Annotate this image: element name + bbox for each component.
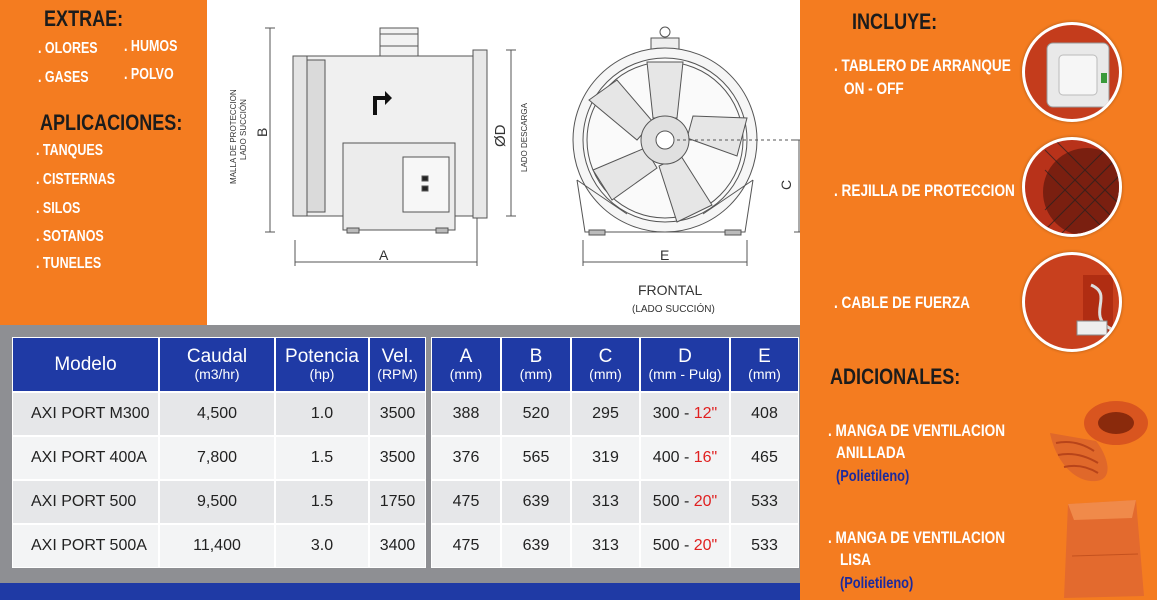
cell-potencia: 1.0 [275,392,369,436]
cell-caudal: 4,500 [159,392,275,436]
dim-b-label: B [254,127,270,137]
dim-c-label: C [778,179,794,190]
dim-a-label: A [379,247,389,263]
cell-e: 465 [730,436,799,480]
cell-potencia: 1.5 [275,436,369,480]
dimensions-table [431,337,799,568]
incluye-item-tablero: . TABLERO DE ARRANQUE [834,56,1011,75]
cell-velocidad: 3500 [369,392,426,436]
flat-duct-image [1058,496,1148,600]
cell-d: 400 - 16" [640,436,730,480]
cell-model: AXI PORT 400A [12,436,159,480]
dim-d-label: ØD [492,124,509,147]
dim-e-label: E [660,247,670,263]
side-view [265,28,516,266]
models-table [12,337,426,568]
col-header-caudal: Caudal (m3/hr) [159,337,275,392]
table-row [12,392,426,436]
extrae-item-humos: . HUMOS [124,38,178,55]
adicional-item-manga-lisa: . MANGA DE VENTILACION [828,528,1006,547]
side-label-2: LADO SUCCIÓN [239,99,248,160]
adicional-item-manga-anillada: . MANGA DE VENTILACION [828,421,1006,440]
cell-b: 565 [501,436,571,480]
cell-d: 500 - 20" [640,524,730,568]
cell-caudal: 7,800 [159,436,275,480]
aplicacion-item: . SILOS [36,200,81,217]
side-label-1: MALLA DE PROTECCION [229,89,238,184]
col-header-d: D (mm - Pulg) [640,337,730,392]
incluye-item-cable: . CABLE DE FUERZA [834,293,970,312]
col-header-c: C (mm) [571,337,640,392]
bottom-accent-bar [0,583,800,600]
cell-c: 313 [571,524,640,568]
protection-grille-image [1022,137,1122,237]
cell-model: AXI PORT 500A [12,524,159,568]
table-row [431,392,799,436]
cell-caudal: 11,400 [159,524,275,568]
col-header-modelo: Modelo [12,337,159,392]
cell-a: 376 [431,436,501,480]
extrae-title: EXTRAE: [44,6,124,31]
col-header-a: A (mm) [431,337,501,392]
extrae-item-polvo: . POLVO [124,66,174,83]
table-row [431,480,799,524]
adicional-material-2: (Polietileno) [840,575,914,592]
cell-c: 313 [571,480,640,524]
cell-caudal: 9,500 [159,480,275,524]
incluye-title: INCLUYE: [852,9,938,34]
frontal-sub-label: (LADO SUCCIÓN) [632,304,715,315]
col-header-velocidad: Vel. (RPM) [369,337,426,392]
cell-d: 300 - 12" [640,392,730,436]
cell-c: 319 [571,436,640,480]
col-header-potencia: Potencia (hp) [275,337,369,392]
starter-panel-image [1022,22,1122,122]
aplicacion-item: . TUNELES [36,255,102,272]
cell-potencia: 1.5 [275,480,369,524]
aplicacion-item: . CISTERNAS [36,171,116,188]
incluye-item-rejilla: . REJILLA DE PROTECCION [834,181,1015,200]
table-row [12,436,426,480]
extrae-item-gases: . GASES [38,69,89,86]
corrugated-duct-image [1036,393,1151,488]
frontal-label: FRONTAL [638,282,703,298]
aplicaciones-title: APLICACIONES: [40,110,183,135]
col-header-b: B (mm) [501,337,571,392]
adicional-material-1: (Polietileno) [836,468,910,485]
cell-d: 500 - 20" [640,480,730,524]
cell-b: 639 [501,480,571,524]
col-header-e: E (mm) [730,337,799,392]
extrae-item-olores: . OLORES [38,40,98,57]
cell-a: 475 [431,480,501,524]
cell-velocidad: 3400 [369,524,426,568]
table-row [431,436,799,480]
front-view [573,27,800,266]
cell-velocidad: 1750 [369,480,426,524]
incluye-item-tablero-sub: ON - OFF [844,79,904,98]
cell-a: 475 [431,524,501,568]
adicionales-title: ADICIONALES: [830,364,961,389]
adicional-item-manga-lisa-sub: LISA [840,550,871,569]
right-info-panel [800,0,1157,600]
cell-e: 533 [730,480,799,524]
adicional-item-manga-anillada-sub: ANILLADA [836,443,906,462]
power-cable-image [1022,252,1122,352]
discharge-label: LADO DESCARGA [520,103,529,172]
cell-potencia: 3.0 [275,524,369,568]
aplicacion-item: . SOTANOS [36,228,104,245]
cell-model: AXI PORT M300 [12,392,159,436]
cell-c: 295 [571,392,640,436]
fan-diagram-svg [207,0,800,325]
cell-e: 533 [730,524,799,568]
table-row [12,480,426,524]
cell-b: 520 [501,392,571,436]
cell-model: AXI PORT 500 [12,480,159,524]
table-row [12,524,426,568]
left-info-panel [0,0,207,325]
cell-e: 408 [730,392,799,436]
cell-a: 388 [431,392,501,436]
specs-table-area [0,325,800,600]
aplicacion-item: . TANQUES [36,142,104,159]
cell-b: 639 [501,524,571,568]
cell-velocidad: 3500 [369,436,426,480]
technical-drawing [207,0,800,325]
table-row [431,524,799,568]
